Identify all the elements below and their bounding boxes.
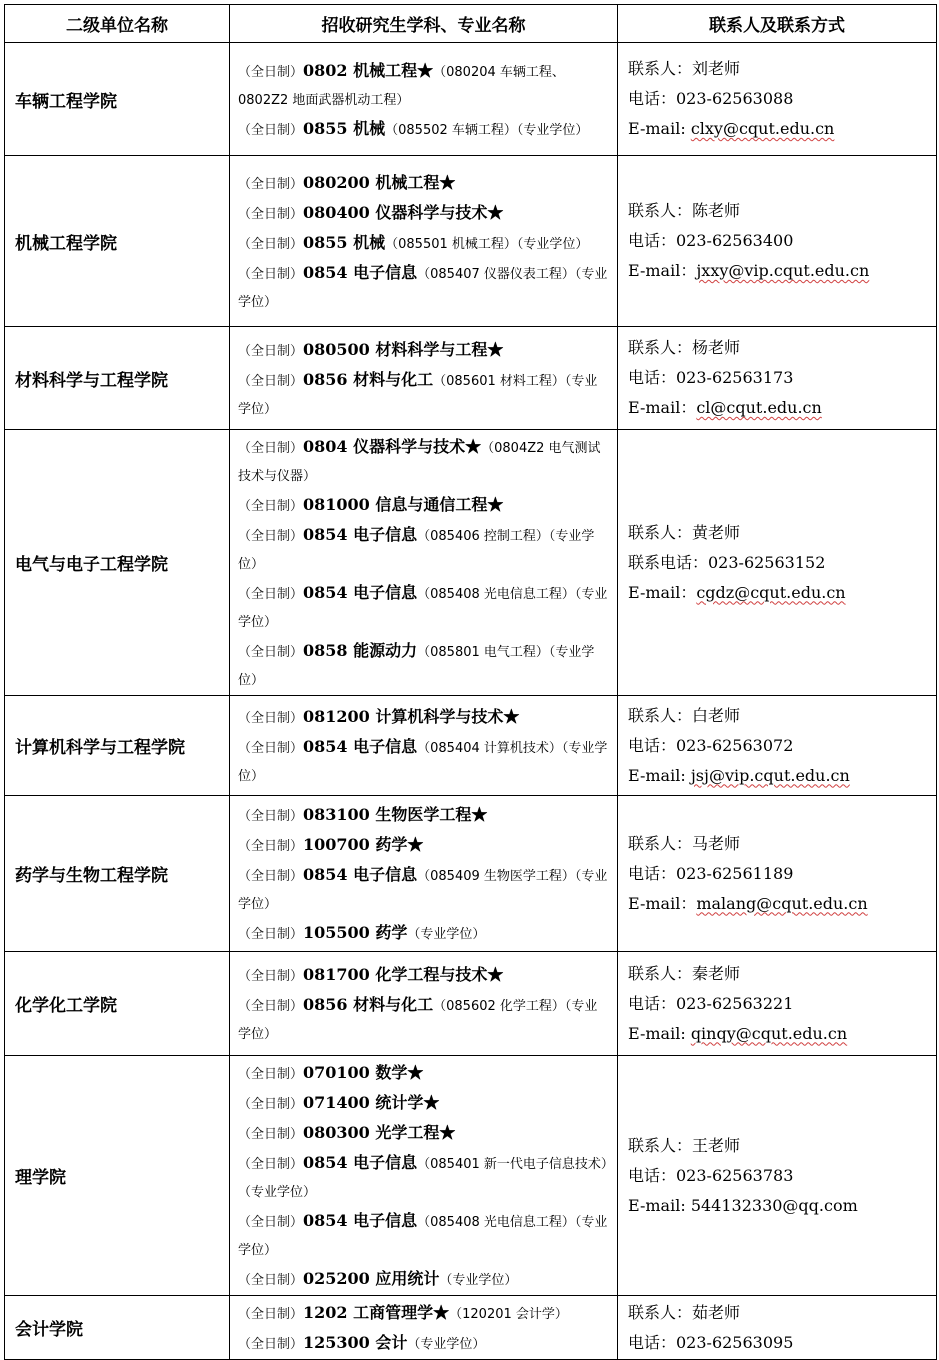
program-code: 0855 机械 [303,232,386,252]
program-entry [238,433,609,491]
program-entry [238,831,609,861]
unit-name: 计算机科学与工程学院 [5,696,230,796]
contact-phone: 电话：023-62561189 [628,863,794,883]
program-mode: （全日制） [238,266,304,282]
program-note: （085409 生物医学工程）（专业学位） [238,869,608,912]
program-entry [238,366,609,424]
contact-email-link[interactable]: cgdz@cqut.edu.cn [696,582,846,602]
program-entry [238,1299,609,1329]
contact-email-line [628,578,936,608]
program-mode: （全日制） [238,645,304,660]
program-entry [238,199,609,229]
program-entry [238,1059,609,1089]
contact-email-link[interactable]: clxy@cqut.edu.cn [690,119,835,138]
contact-person: 联系人：秦老师 [628,963,741,983]
unit-name: 材料科学与工程学院 [5,327,230,430]
contact-email-label: E-mail： [628,398,697,417]
contact-person: 联系人：黄老师 [628,522,741,542]
table-row [5,952,937,1056]
contact-email-label: E-mail： [628,261,697,280]
program-list [230,327,618,430]
program-note: （085401 新一代电子信息技术）（专业学位） [238,1157,608,1200]
program-mode: （全日制） [238,236,304,252]
program-code: 0854 电子信息 [303,865,418,884]
program-entry [238,961,609,991]
program-code: 1202 工商管理学★ [303,1303,450,1322]
program-code: 0854 电子信息 [303,262,418,282]
table-row [5,1296,937,1360]
contact-email-label: E-mail: [628,765,691,785]
program-entry [238,801,609,831]
program-entry [238,1119,609,1149]
contact-email-line [628,114,936,144]
program-mode: （全日制） [238,176,304,192]
contact-person: 联系人：马老师 [628,833,741,853]
program-code: 081200 计算机科学与技术★ [303,707,520,726]
contact-email-link[interactable]: jxxy@vip.cqut.edu.cn [696,261,870,280]
contact-email-link[interactable]: jsj@vip.cqut.edu.cn [690,765,850,785]
contact-person: 联系人：茹老师 [628,1302,741,1322]
contact-email-link[interactable]: 544132330@qq.com [690,1195,858,1215]
program-entry [238,229,609,259]
unit-name: 车辆工程学院 [5,43,230,156]
contact-phone: 电话：023-62563783 [628,1165,794,1185]
program-code: 080200 机械工程★ [303,172,456,192]
program-mode: （全日制） [238,343,304,359]
program-entry [238,1149,609,1207]
program-entry [238,861,609,919]
contact-email-label: E-mail: [628,1023,691,1043]
contact-email-link[interactable]: qinqy@cqut.edu.cn [690,1023,848,1043]
table-row [5,327,937,430]
table-row [5,696,937,796]
contact-person: 联系人：陈老师 [628,201,741,220]
program-mode: （全日制） [238,1157,304,1172]
program-note: （专业学位） [439,1273,518,1288]
program-entry [238,115,609,145]
program-entry [238,703,609,733]
contact-phone: 电话：023-62563173 [628,368,794,387]
contact-email-line [628,889,936,919]
table-row [5,1056,937,1296]
contact-email-label: E-mail: [628,1195,691,1215]
program-code: 070100 数学★ [303,1063,424,1082]
contact-email-line [628,761,936,791]
program-mode: （全日制） [238,1337,304,1352]
contact-phone: 电话：023-62563400 [628,231,794,250]
contact-info [618,327,937,430]
program-note: （120201 会计学） [449,1307,568,1322]
contact-phone: 电话：023-62563221 [628,993,794,1013]
program-mode: （全日制） [238,64,304,80]
program-code: 0854 电子信息 [303,1211,418,1230]
contact-email-line [628,1019,936,1049]
contact-email-link[interactable]: cl@cqut.edu.cn [696,398,822,417]
program-entry [238,57,609,115]
table-row [5,43,937,156]
program-list [230,796,618,952]
program-entry [238,491,609,521]
program-note: （085501 机械工程）（专业学位） [385,236,589,252]
contact-person: 联系人：王老师 [628,1135,741,1155]
program-note: （085408 光电信息工程）（专业学位） [238,1215,608,1258]
program-code: 0858 能源动力 [303,641,418,660]
program-entry [238,733,609,791]
program-code: 0854 电子信息 [303,525,418,544]
program-mode: （全日制） [238,373,304,389]
unit-name: 会计学院 [5,1296,230,1360]
program-code: 083100 生物医学工程★ [303,805,488,824]
program-note: （085408 光电信息工程）（专业学位） [238,587,608,630]
contact-info [618,796,937,952]
contact-phone: 联系电话：023-62563152 [628,552,826,572]
program-code: 081700 化学工程与技术★ [303,965,504,984]
program-mode: （全日制） [238,999,304,1014]
program-note: （085602 化学工程）（专业学位） [238,999,598,1042]
program-mode: （全日制） [238,587,304,602]
unit-name: 药学与生物工程学院 [5,796,230,952]
table-row [5,430,937,696]
header-unit: 二级单位名称 [5,5,230,43]
program-mode: （全日制） [238,1067,304,1082]
contact-info [618,430,937,696]
program-note: （085502 车辆工程）（专业学位） [385,122,589,138]
contact-info [618,696,937,796]
contact-info [618,156,937,327]
unit-name: 电气与电子工程学院 [5,430,230,696]
header-programs: 招收研究生学科、专业名称 [230,5,618,43]
contact-info [618,1296,937,1360]
contact-email-line [628,256,936,286]
program-code: 025200 应用统计 [303,1269,440,1288]
program-mode: （全日制） [238,122,304,138]
program-mode: （全日制） [238,1273,304,1288]
program-note: （专业学位） [407,1337,486,1352]
contact-phone: 电话：023-62563088 [628,89,794,108]
program-mode: （全日制） [238,206,304,222]
program-code: 100700 药学★ [303,835,424,854]
program-code: 071400 统计学★ [303,1093,440,1112]
program-entry [238,521,609,579]
table-row [5,156,937,327]
program-code: 125300 会计 [303,1333,408,1352]
program-list [230,430,618,696]
program-code: 0855 机械 [303,118,386,138]
program-note: （085407 仪器仪表工程）（专业学位） [238,266,608,310]
program-mode: （全日制） [238,1215,304,1230]
program-mode: （全日制） [238,711,304,726]
program-mode: （全日制） [238,499,304,514]
program-entry [238,336,609,366]
program-list [230,1296,618,1360]
program-mode: （全日制） [238,809,304,824]
program-entry [238,169,609,199]
program-entry [238,919,609,949]
program-entry [238,991,609,1049]
contact-person: 联系人：白老师 [628,705,741,725]
program-mode: （全日制） [238,441,304,456]
program-note: （080204 车辆工程、0802Z2 地面武器机动工程） [238,64,565,108]
program-entry [238,259,609,317]
program-code: 0854 电子信息 [303,737,418,756]
table-row [5,796,937,952]
program-note: （085404 计算机技术）（专业学位） [238,741,608,784]
contact-info [618,952,937,1056]
contact-email-label: E-mail: [628,119,691,138]
program-code: 081000 信息与通信工程★ [303,495,504,514]
program-mode: （全日制） [238,1127,304,1142]
program-note: （专业学位） [407,927,486,942]
contact-person: 联系人：刘老师 [628,59,741,78]
contact-phone: 电话：023-62563072 [628,735,794,755]
contact-email-line [628,1191,936,1221]
program-mode: （全日制） [238,839,304,854]
contact-info [618,43,937,156]
unit-name: 机械工程学院 [5,156,230,327]
contact-email-label: E-mail： [628,582,697,602]
program-code: 0804 仪器科学与技术★ [303,437,482,456]
contact-email-label: E-mail： [628,893,697,913]
program-mode: （全日制） [238,1097,304,1112]
program-code: 0856 材料与化工 [303,369,434,389]
program-mode: （全日制） [238,969,304,984]
program-list [230,696,618,796]
unit-name: 理学院 [5,1056,230,1296]
program-note: （085406 控制工程）（专业学位） [238,529,595,572]
program-entry [238,1089,609,1119]
program-note: （0804Z2 电气测试技术与仪器） [238,441,601,484]
program-entry [238,637,609,695]
program-list [230,43,618,156]
header-row [5,5,937,43]
program-mode: （全日制） [238,1307,304,1322]
program-code: 0854 电子信息 [303,583,418,602]
contact-email-link[interactable]: malang@cqut.edu.cn [696,893,868,913]
unit-name: 化学化工学院 [5,952,230,1056]
program-entry [238,1265,609,1295]
program-mode: （全日制） [238,869,304,884]
program-code: 0856 材料与化工 [303,995,434,1014]
program-entry [238,1207,609,1265]
program-code: 080400 仪器科学与技术★ [303,202,504,222]
contact-phone: 电话：023-62563095 [628,1332,794,1352]
program-code: 105500 药学 [303,923,408,942]
program-mode: （全日制） [238,741,304,756]
header-contact: 联系人及联系方式 [618,5,937,43]
program-list [230,1056,618,1296]
program-code: 080300 光学工程★ [303,1123,456,1142]
contact-person: 联系人：杨老师 [628,338,741,357]
program-note: （085801 电气工程）（专业学位） [238,645,595,688]
program-code: 080500 材料科学与工程★ [303,339,504,359]
program-code: 0854 电子信息 [303,1153,418,1172]
programs-table [4,4,937,1360]
program-list [230,952,618,1056]
program-entry [238,1329,609,1359]
contact-info [618,1056,937,1296]
contact-email-line [628,393,936,423]
program-note: （085601 材料工程）（专业学位） [238,373,598,417]
program-code: 0802 机械工程★ [303,60,434,80]
program-entry [238,579,609,637]
program-list [230,156,618,327]
program-mode: （全日制） [238,927,304,942]
program-mode: （全日制） [238,529,304,544]
